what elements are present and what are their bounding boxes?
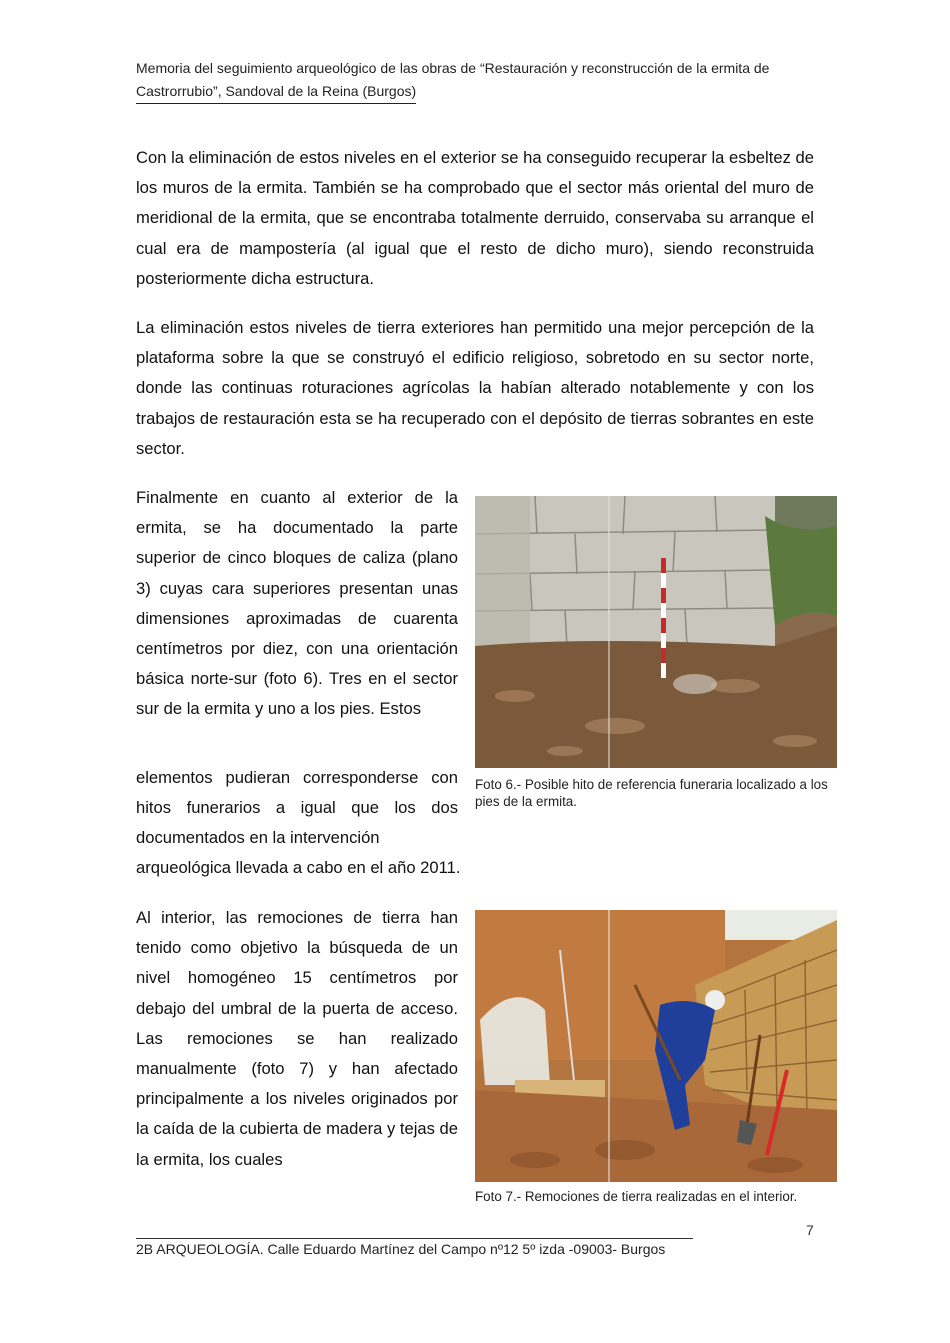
footer-divider [136, 1238, 693, 1239]
paragraph-4: Al interior, las remociones de tierra han tenido como objetivo la búsqueda de un nivel homogéneo 15 centímetros por debajo del umbral de la puerta de acceso. Las remociones se han realizado manualmente (foto 7) y han afectado principalmente a los niveles originados por la caída de la cubierta de madera y tejas de la ermita, los cuales [136, 908, 458, 1169]
photo-6-burial-marker [475, 496, 837, 768]
paragraph-3-part-b: elementos pudieran corresponderse con hitos funerarios a igual que los dos documentados en la intervención [136, 768, 458, 848]
paragraph-3-part-a: Finalmente en cuanto al exterior de la ermita, se ha documentado la parte superior de cinco bloques de caliza (plano 3) cuyas cara superiores presentan unas dimensiones aproximadas de cuarenta centímetros por diez, con una orientación básica norte-sur (foto 6). Tres en el sector sur de la ermita y uno a los pies. Estos [136, 488, 458, 719]
paragraph-1: Con la eliminación de estos niveles en el exterior se ha conseguido recuperar la esbeltez de los muros de la ermita. También se ha comprobado que el sector más oriental del muro de meridional de la ermita, que se encontraba totalmente derruido, conservaba su arranque el cual era de mampostería (al igual que el resto de dicho muro), siendo reconstruida posteriormente dicha estructura. [136, 148, 814, 288]
footer-address: 2B ARQUEOLOGÍA. Calle Eduardo Martínez del Campo nº12 5º izda -09003- Burgos [136, 1241, 666, 1257]
photo-7-caption: Foto 7.- Remociones de tierra realizadas en el interior. [475, 1189, 798, 1204]
running-header [136, 57, 826, 104]
photo-6-caption: Foto 6.- Posible hito de referencia funeraria localizado a los pies de la ermita. [475, 777, 828, 809]
header-line-2: Castrorrubio”, Sandoval de la Reina (Burgos) [136, 80, 416, 104]
photo-7-earth-removal [475, 910, 837, 1182]
page-number: 7 [806, 1222, 814, 1238]
header-line-1: Memoria del seguimiento arqueológico de las obras de “Restauración y reconstrucción de la ermita de [136, 60, 770, 76]
paragraph-3-part-c: arqueológica llevada a cabo en el año 2011. [136, 858, 461, 877]
paragraph-2: La eliminación estos niveles de tierra exteriores han permitido una mejor percepción de la plataforma sobre la que se construyó el edificio religioso, sobretodo en su sector norte, donde las continuas roturaciones agrícolas la habían alterado notablemente y con los trabajos de restauración esta se ha recuperado con el depósito de tierras sobrantes en este sector. [136, 318, 814, 458]
